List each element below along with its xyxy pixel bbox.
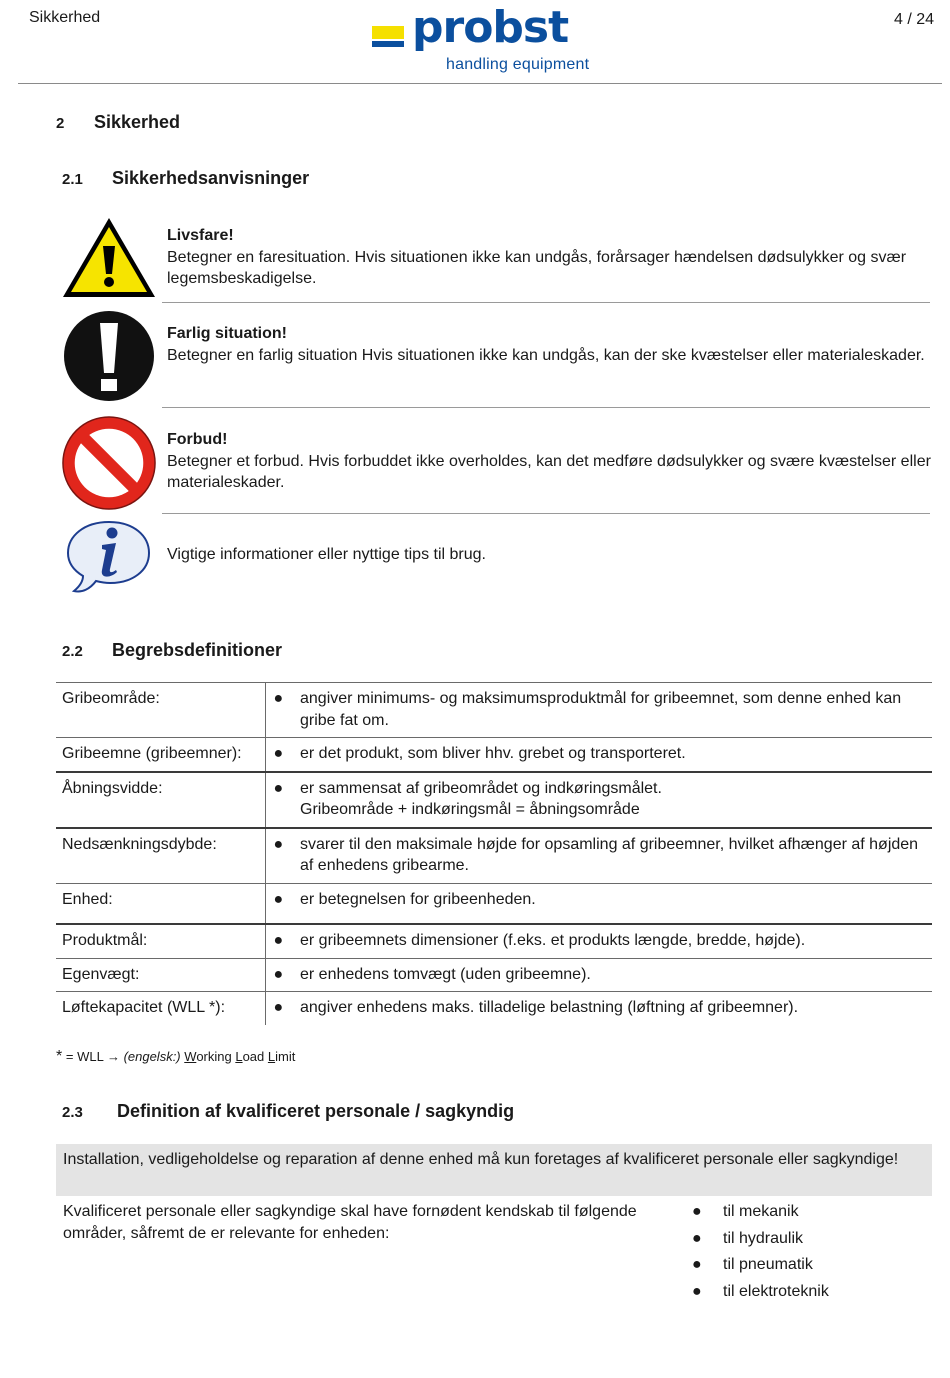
definitions-table: [56, 682, 932, 1025]
divider: [162, 513, 930, 514]
exclamation-circle-icon: [60, 311, 158, 401]
safety-title: Forbud!: [167, 431, 228, 448]
bullet: ●: [692, 1282, 702, 1300]
definition-term: Gribeområde:: [56, 683, 265, 738]
logo-mark: [372, 26, 404, 48]
arrow-icon: →: [106, 1049, 120, 1064]
list-item-label: til elektroteknik: [723, 1282, 829, 1300]
table-row: [56, 828, 932, 884]
bullet: ●: [273, 999, 284, 1016]
section-number: 2.2: [62, 643, 83, 660]
footnote-letter: L: [235, 1049, 243, 1064]
safety-description: Vigtige informationer eller nyttige tips til brug.: [167, 546, 486, 563]
divider: [162, 407, 930, 408]
footnote-letter: W: [184, 1049, 197, 1064]
definition-term: Løftekapacitet (WLL *):: [56, 992, 265, 1025]
list-item-label: til mekanik: [723, 1203, 799, 1220]
table-row: [56, 772, 932, 828]
footnote-language: (engelsk:): [123, 1049, 181, 1064]
definition-description: er sammensat af gribeområdet og indkøringsmålet.: [300, 779, 662, 797]
section-heading-2-3: [62, 1101, 514, 1122]
list-item: [692, 1281, 829, 1308]
table-row: [56, 924, 932, 958]
definition-description: er det produkt, som bliver hhv. grebet og transporteret.: [300, 745, 686, 762]
probst-logo: [372, 2, 598, 80]
header-section-title: Sikkerhed: [29, 9, 101, 26]
divider: [162, 302, 930, 303]
bullet: ●: [273, 779, 284, 797]
list-item: [692, 1201, 829, 1228]
bullet: ●: [273, 932, 284, 949]
bullet: ●: [273, 835, 284, 853]
page-number: 4 / 24: [893, 11, 934, 28]
logo-wordmark: probst: [412, 2, 569, 53]
definition-term: Nedsænkningsdybde:: [56, 828, 265, 884]
bullet: ●: [273, 890, 284, 908]
definition-description: er enhedens tomvægt (uden gribeemne).: [300, 965, 591, 983]
section-title: Begrebsdefinitioner: [112, 640, 283, 660]
list-item-label: til pneumatik: [723, 1256, 813, 1273]
section-title: Sikkerhedsanvisninger: [112, 168, 310, 188]
bullet: ●: [692, 1256, 702, 1273]
table-row: [56, 883, 932, 924]
table-row: [56, 738, 932, 772]
definition-term: Egenvægt:: [56, 958, 265, 992]
footnote-abbr: = WLL: [65, 1049, 104, 1064]
definition-term: Enhed:: [56, 883, 265, 924]
footnote-star: *: [56, 1048, 63, 1065]
definition-description: er gribeemnets dimensioner (f.eks. et produkts længde, bredde, højde).: [300, 932, 806, 949]
safety-description: Betegner en farlig situation Hvis situationen ikke kan undgås, kan der ske kvæstelser eller materialeskader.: [167, 346, 925, 364]
list-item-label: til hydraulik: [723, 1229, 804, 1247]
footnote-letter: L: [267, 1049, 276, 1064]
section-heading-2-2: [62, 640, 282, 661]
chapter-title: Sikkerhed: [94, 112, 181, 132]
table-row: [56, 683, 932, 738]
chapter-heading: [56, 112, 180, 133]
section-number: 2.1: [62, 171, 83, 188]
safety-description: Betegner et forbud. Hvis forbuddet ikke overholdes, kan det medføre dødsulykker og svære kvæstelser eller materialeskader.: [167, 452, 931, 491]
footnote-word: orking: [196, 1049, 236, 1064]
list-item: [692, 1228, 829, 1255]
footnote-word: imit: [275, 1049, 296, 1064]
list-item: [692, 1254, 829, 1281]
table-row: [56, 958, 932, 992]
logo-tagline: handling equipment: [446, 56, 590, 73]
qualification-areas-list: [692, 1201, 829, 1307]
definition-description: svarer til den maksimale højde for opsamling af gribeemner, hvilket afhænger af højden af enhedens gribearme.: [300, 835, 919, 874]
bullet: ●: [692, 1203, 702, 1220]
info-bubble-icon: [60, 519, 158, 609]
definition-description: er betegnelsen for gribeenheden.: [300, 890, 536, 908]
chapter-number: 2: [56, 115, 65, 132]
bullet: ●: [273, 690, 284, 707]
safety-description: Betegner en faresituation. Hvis situationen ikke kan undgås, forårsager hændelsen dødsulykker og svær legemsbeskadigelse.: [167, 248, 907, 287]
header-divider: [18, 83, 942, 84]
definition-term: Produktmål:: [56, 924, 265, 958]
footnote-word: oad: [242, 1049, 268, 1064]
definition-description: angiver enhedens maks. tilladelige belastning (løftning af gribeemner).: [300, 999, 799, 1016]
footnote: [56, 1048, 295, 1066]
bullet: ●: [692, 1229, 702, 1247]
prohibition-icon: [60, 415, 158, 511]
section-heading-2-1: [62, 168, 309, 189]
safety-title: Farlig situation!: [167, 325, 287, 342]
table-row: [56, 992, 932, 1025]
qualified-personnel-intro: Kvalificeret personale eller sagkyndige skal have fornødent kendskab til følgende områder, såfremt de er relevante for enheden:: [63, 1203, 637, 1242]
safety-title: Livsfare!: [167, 227, 234, 244]
definition-description: angiver minimums- og maksimumsproduktmål for gribeemnet, som denne enhed kan gribe fat om.: [300, 690, 902, 729]
definition-term: Gribeemne (gribeemner):: [56, 738, 265, 772]
section-number: 2.3: [62, 1104, 83, 1121]
bullet: ●: [273, 965, 284, 983]
warning-triangle-icon: [60, 214, 158, 304]
bullet: ●: [273, 745, 284, 762]
section-title: Definition af kvalificeret personale / sagkyndig: [117, 1101, 515, 1121]
definition-term: Åbningsvidde:: [56, 772, 265, 828]
definition-formula: Gribeområde + indkøringsmål = åbningsområde: [300, 801, 640, 818]
qualified-personnel-notice: Installation, vedligeholdelse og reparation af denne enhed må kun foretages af kvalificeret personale eller sagkyndige!: [56, 1144, 932, 1196]
